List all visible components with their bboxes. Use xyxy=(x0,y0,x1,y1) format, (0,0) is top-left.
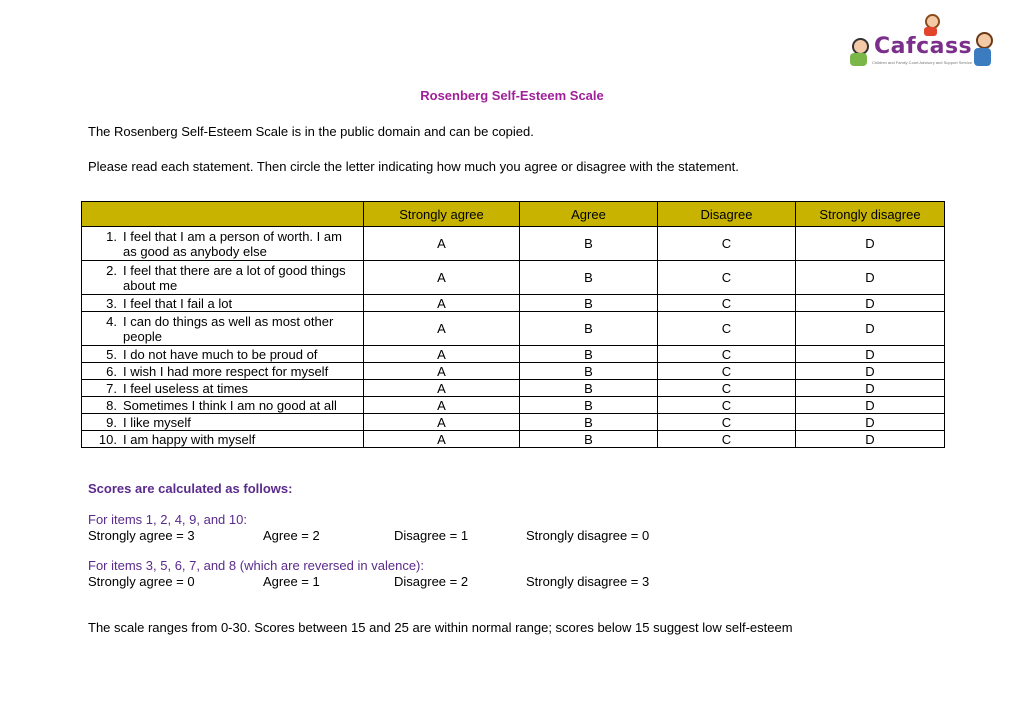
answer-b[interactable]: B xyxy=(520,261,658,295)
item-number: 9. xyxy=(106,414,117,430)
answer-c[interactable]: C xyxy=(658,431,796,448)
item-text: I like myself xyxy=(123,414,191,430)
answer-c[interactable]: C xyxy=(658,397,796,414)
page-title: Rosenberg Self-Esteem Scale xyxy=(420,88,604,103)
group1-strongly-disagree: Strongly disagree = 0 xyxy=(526,528,650,543)
item-number: 2. xyxy=(106,262,117,278)
group1-disagree: Disagree = 1 xyxy=(394,528,469,543)
table-row xyxy=(82,431,945,448)
answer-d[interactable]: D xyxy=(796,431,945,448)
header-item xyxy=(82,202,364,227)
scoring-group2-title: For items 3, 5, 6, 7, and 8 (which are reversed in valence): xyxy=(88,558,424,573)
answer-c[interactable]: C xyxy=(658,363,796,380)
item-number: 8. xyxy=(106,397,117,413)
group2-strongly-disagree: Strongly disagree = 3 xyxy=(526,574,650,589)
item-text: I do not have much to be proud of xyxy=(123,346,318,362)
answer-b[interactable]: B xyxy=(520,227,658,261)
item-cell xyxy=(82,346,364,363)
item-cell xyxy=(82,261,364,295)
intro-text: The Rosenberg Self-Esteem Scale is in the public domain and can be copied. xyxy=(88,124,534,139)
answer-c[interactable]: C xyxy=(658,295,796,312)
item-number: 5. xyxy=(106,346,117,362)
answer-c[interactable]: C xyxy=(658,346,796,363)
answer-b[interactable]: B xyxy=(520,312,658,346)
scoring-heading: Scores are calculated as follows: xyxy=(88,481,293,496)
answer-a[interactable]: A xyxy=(364,363,520,380)
table-row xyxy=(82,414,945,431)
item-text: Sometimes I think I am no good at all xyxy=(123,397,337,413)
table-row xyxy=(82,227,945,261)
instruction-text: Please read each statement. Then circle the letter indicating how much you agree or disagree with the statement. xyxy=(88,159,739,174)
item-text: I can do things as well as most other people xyxy=(123,313,334,344)
item-number: 3. xyxy=(106,295,117,311)
item-cell xyxy=(82,312,364,346)
item-text: I feel that there are a lot of good things about me xyxy=(123,262,346,293)
group2-agree: Agree = 1 xyxy=(263,574,320,589)
group1-agree: Agree = 2 xyxy=(263,528,320,543)
item-number: 10. xyxy=(98,431,117,447)
answer-b[interactable]: B xyxy=(520,346,658,363)
table-row xyxy=(82,312,945,346)
answer-a[interactable]: A xyxy=(364,380,520,397)
item-cell xyxy=(82,431,364,448)
table-header-row xyxy=(82,202,945,227)
answer-a[interactable]: A xyxy=(364,397,520,414)
table-row xyxy=(82,397,945,414)
group2-strongly-agree: Strongly agree = 0 xyxy=(88,574,195,589)
answer-c[interactable]: C xyxy=(658,380,796,397)
kid-figure-right-icon xyxy=(970,32,996,68)
cafcass-logo xyxy=(842,14,998,72)
logo-wordmark: Cafcass xyxy=(874,34,973,59)
header-strongly-agree: Strongly agree xyxy=(364,202,520,227)
item-cell xyxy=(82,414,364,431)
answer-b[interactable]: B xyxy=(520,295,658,312)
table-row xyxy=(82,380,945,397)
table-row xyxy=(82,363,945,380)
answer-d[interactable]: D xyxy=(796,397,945,414)
kid-figure-left-icon xyxy=(844,38,872,68)
item-text: I feel that I am a person of worth. I am as good as anybody else xyxy=(123,228,342,259)
answer-d[interactable]: D xyxy=(796,227,945,261)
table-row xyxy=(82,295,945,312)
item-cell xyxy=(82,363,364,380)
item-cell xyxy=(82,227,364,261)
item-number: 7. xyxy=(106,380,117,396)
answer-b[interactable]: B xyxy=(520,397,658,414)
item-cell xyxy=(82,380,364,397)
answer-d[interactable]: D xyxy=(796,261,945,295)
answer-a[interactable]: A xyxy=(364,295,520,312)
answer-d[interactable]: D xyxy=(796,346,945,363)
scale-table xyxy=(81,201,945,448)
item-number: 4. xyxy=(106,313,117,329)
answer-a[interactable]: A xyxy=(364,261,520,295)
range-note: The scale ranges from 0-30. Scores between 15 and 25 are within normal range; scores below 15 suggest low self-esteem xyxy=(88,620,793,635)
answer-c[interactable]: C xyxy=(658,414,796,431)
item-text: I am happy with myself xyxy=(123,431,256,447)
header-strongly-disagree: Strongly disagree xyxy=(796,202,945,227)
answer-a[interactable]: A xyxy=(364,227,520,261)
item-cell xyxy=(82,397,364,414)
answer-d[interactable]: D xyxy=(796,414,945,431)
item-cell xyxy=(82,295,364,312)
answer-d[interactable]: D xyxy=(796,380,945,397)
header-disagree: Disagree xyxy=(658,202,796,227)
answer-b[interactable]: B xyxy=(520,431,658,448)
table-row xyxy=(82,346,945,363)
logo-tagline: Children and Family Court Advisory and Support Service xyxy=(872,60,973,65)
item-number: 6. xyxy=(106,363,117,379)
group1-strongly-agree: Strongly agree = 3 xyxy=(88,528,195,543)
answer-d[interactable]: D xyxy=(796,363,945,380)
answer-b[interactable]: B xyxy=(520,380,658,397)
item-text: I feel useless at times xyxy=(123,380,248,396)
table-row xyxy=(82,261,945,295)
item-text: I feel that I fail a lot xyxy=(123,295,233,311)
answer-c[interactable]: C xyxy=(658,312,796,346)
answer-d[interactable]: D xyxy=(796,295,945,312)
answer-b[interactable]: B xyxy=(520,363,658,380)
scoring-group1-title: For items 1, 2, 4, 9, and 10: xyxy=(88,512,247,527)
item-number: 1. xyxy=(106,228,117,244)
answer-a[interactable]: A xyxy=(364,312,520,346)
answer-a[interactable]: A xyxy=(364,414,520,431)
answer-c[interactable]: C xyxy=(658,261,796,295)
answer-b[interactable]: B xyxy=(520,414,658,431)
header-agree: Agree xyxy=(520,202,658,227)
answer-c[interactable]: C xyxy=(658,227,796,261)
answer-d[interactable]: D xyxy=(796,312,945,346)
item-text: I wish I had more respect for myself xyxy=(123,363,329,379)
answer-a[interactable]: A xyxy=(364,431,520,448)
group2-disagree: Disagree = 2 xyxy=(394,574,469,589)
answer-a[interactable]: A xyxy=(364,346,520,363)
